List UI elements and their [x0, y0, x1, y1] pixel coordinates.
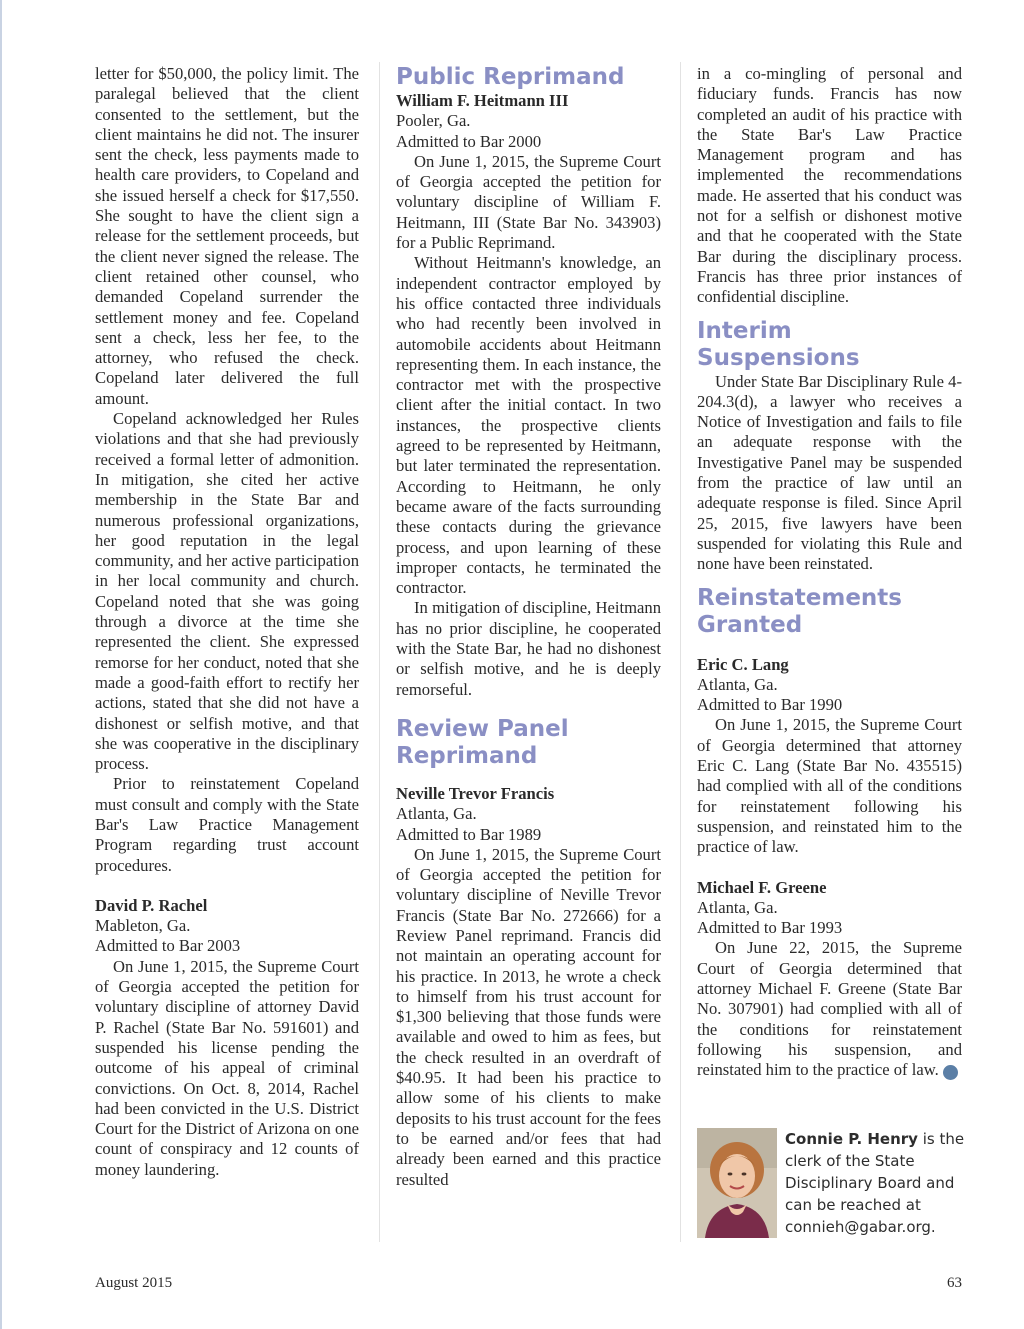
heading-reinstatements-granted	[697, 585, 962, 639]
heading-public-reprimand: Public Reprimand	[396, 64, 625, 90]
rachel-name: David P. Rachel	[95, 895, 208, 915]
heitmann-paragraph-3: In mitigation of discipline, Heitmann has no prior discipline, he cooperated with the State Bar, he had no dishonest or selfish motive, and he is deeply remorseful.	[396, 598, 661, 699]
spacer	[396, 770, 661, 784]
heitmann-admitted: Admitted to Bar 2000	[396, 131, 542, 151]
copeland-paragraph-1: letter for $50,000, the policy limit. The paralegal believed that the client consented to the settlement, but the client maintains he did not. The insurer sent the check, less payments made to health care providers, to Copeland and she issued herself a check for $17,550. She sought to have the client sign a release for the settlement proceeds, but the client never signed the release. The client retained other counsel, who demanded Copeland surrender the settlement money and fee. Copeland sent a check, less her fee, to the attorney, who refused the check. Copeland later delivered the full amount.	[95, 64, 359, 408]
page-number: 63	[947, 1275, 962, 1291]
heading-interim-suspensions: Interim Suspensions	[697, 317, 860, 371]
gbj-logo-icon: GBJ	[943, 1065, 958, 1080]
heading-line: Granted	[697, 611, 803, 638]
heitmann-name: William F. Heitmann III	[396, 91, 569, 110]
heading-line: Reprimand	[396, 742, 538, 769]
author-photo	[697, 1128, 777, 1238]
francis-admitted: Admitted to Bar 1989	[396, 824, 542, 844]
lang-body: On June 1, 2015, the Supreme Court of Georgia determined that attorney Eric C. Lang (State Bar No. 435515) had complied with all of the conditions for reinstatement following his suspension, and reinstated him to the practice of law.	[697, 715, 962, 857]
column-1	[95, 64, 359, 1180]
copeland-paragraph-3: Prior to reinstatement Copeland must consult and comply with the State Bar's Law Practice Management Program regarding trust account procedures.	[95, 774, 359, 875]
spacer	[396, 700, 661, 716]
footer-issue: August 2015	[95, 1275, 173, 1291]
rachel-city: Mableton, Ga.	[95, 916, 191, 936]
heitmann-city: Pooler, Ga.	[396, 111, 471, 131]
spacer	[697, 575, 962, 585]
francis-paragraph-1: On June 1, 2015, the Supreme Court of Georgia accepted the petition for voluntary discipline of Neville Trevor Francis (State Bar No. 272666) for a Review Panel reprimand. Francis did not maintain an operating account for his practice. In 2013, he wrote a check to himself from his trust account for $1,300 believing that those funds were available and owed to him as fees, but the check resulted in an overdraft of $40.95. It had been his practice to allow some of his clients to make deposits to his trust account for the fees to be earned and/or fees that had already been earned and this practice resulted	[396, 844, 661, 1189]
column-3	[697, 64, 973, 1080]
author-bio	[697, 1128, 965, 1243]
rachel-admitted: Admitted to Bar 2003	[95, 936, 241, 956]
greene-name: Michael F. Greene	[697, 877, 827, 897]
greene-city: Atlanta, Ga.	[697, 897, 778, 917]
spacer	[697, 639, 962, 655]
interim-paragraph: Under State Bar Disciplinary Rule 4-204.3(d), a lawyer who receives a Notice of Investigation and fails to file an adequate response with the Investigative Panel may be suspended from the practice of law until an adequate response is filed. Since April 25, 2015, five lawyers have been suspended for violating this Rule and none have been reinstated.	[697, 371, 962, 574]
column-2	[396, 64, 661, 1190]
author-bio-text	[785, 1128, 967, 1238]
heading-line: Reinstatements	[697, 584, 902, 611]
rachel-body: On June 1, 2015, the Supreme Court of Georgia accepted the petition for voluntary discipline of attorney David P. Rachel (State Bar No. 591601) and suspended his license pending the outcome of his appeal of criminal convictions. On Oct. 8, 2014, Rachel had been convicted in the U.S. District Court for the District of Arizona on one count of conspiracy and 12 counts of money laundering.	[95, 956, 359, 1179]
heading-line: Review Panel	[396, 715, 569, 742]
francis-city: Atlanta, Ga.	[396, 804, 477, 824]
francis-name: Neville Trevor Francis	[396, 783, 555, 803]
heading-review-panel-reprimand	[396, 716, 661, 770]
author-name: Connie P. Henry	[785, 1130, 918, 1148]
column-divider	[379, 62, 380, 1242]
page-edge	[0, 0, 2, 1329]
heitmann-paragraph-2: Without Heitmann's knowledge, an independent contractor employed by his office contacted three individuals who had recently been involved in automobile accidents about Heitmann representing them. In each instance, the contractor met with the prospective client after the initial contact. In two instances, the prospective clients agreed to be represented by Heitmann, but later terminated the representation. According to Heitmann, he only became aware of the facts surrounding these contacts during the grievance process, and upon learning of these improper contacts, he terminated the contractor.	[396, 253, 661, 598]
francis-continued: in a co-mingling of personal and fiduciary funds. Francis has now completed an audit of his practice with the State Bar's Law Practice Management program and has implemented the recommendations made. He asserted that his conduct was not for a selfish or dishonest motive and that he cooperated with the State Bar during the disciplinary process. Francis has three prior instances of confidential discipline.	[697, 64, 962, 307]
lang-city: Atlanta, Ga.	[697, 674, 778, 694]
copeland-paragraph-2: Copeland acknowledged her Rules violations and that she had previously received a formal letter of admonition. In mitigation, she cited her active membership in the State Bar and numerous professional organizations, her good reputation in the legal community, and her active participation in her local community and church. Copeland noted that she was going through a divorce at the time she represented the client. She expressed remorse for her conduct, noted that she made a good-faith effort to rectify her actions, stated that she did not have a dishonest or selfish motive, and that she was cooperative in the disciplinary process.	[95, 409, 359, 774]
greene-body	[697, 938, 973, 1080]
lang-name: Eric C. Lang	[697, 654, 789, 674]
greene-admitted: Admitted to Bar 1993	[697, 918, 843, 938]
spacer	[697, 858, 962, 878]
spacer	[95, 876, 359, 896]
lang-admitted: Admitted to Bar 1990	[697, 695, 843, 715]
greene-body-text: On June 22, 2015, the Supreme Court of Georgia determined that attorney Michael F. Greene (State Bar No. 307901) had complied with all of the conditions for reinstatement following his suspension, and reinstated him to the practice of law.	[697, 938, 962, 1080]
column-divider	[680, 62, 681, 1242]
author-portrait-icon	[697, 1128, 777, 1238]
author-description: is the clerk of the State Disciplinary Board and can be reached at connieh@gabar.org.	[785, 1130, 965, 1236]
spacer	[697, 308, 962, 318]
heitmann-paragraph-1: On June 1, 2015, the Supreme Court of Georgia accepted the petition for voluntary discipline of William F. Heitmann, III (State Bar No. 343903) for a Public Reprimand.	[396, 151, 661, 253]
